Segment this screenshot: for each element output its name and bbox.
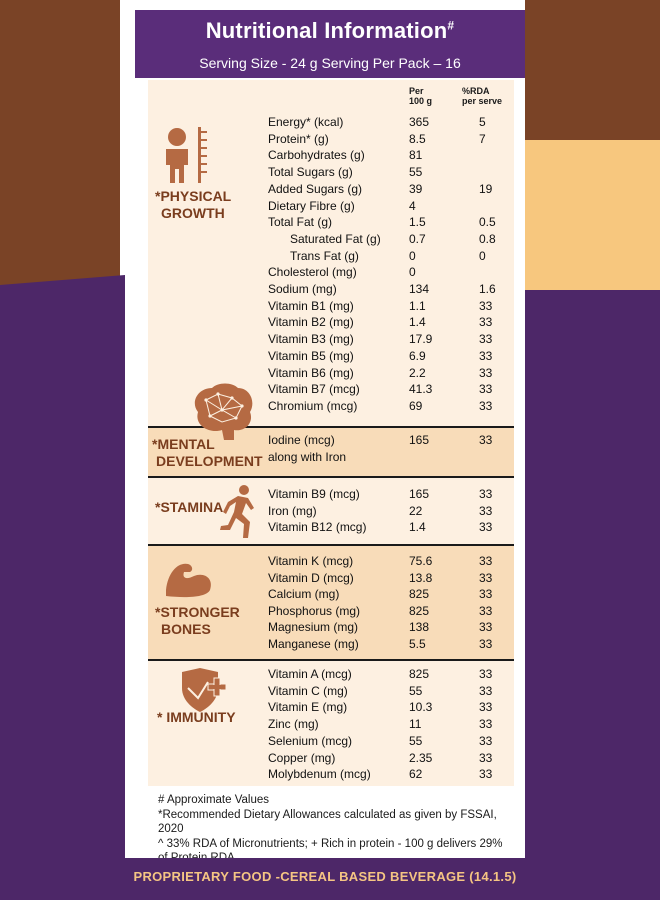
nutrient-name: Carbohydrates (g) xyxy=(268,148,365,163)
nutrient-name: Vitamin B1 (mg) xyxy=(268,298,354,313)
nutrient-row xyxy=(0,733,660,749)
rda-value: 33 xyxy=(479,520,493,534)
category-label-line: *MENTAL xyxy=(152,436,215,452)
rda-value: 33 xyxy=(479,332,493,347)
nutrient-name: Cholesterol (mg) xyxy=(268,265,357,280)
nutrient-name: Iron (mg) xyxy=(268,504,317,518)
nutrient-name: Phosphorus (mg) xyxy=(268,603,361,618)
rda-value: 33 xyxy=(479,603,493,618)
nutrient-name: Magnesium (mg) xyxy=(268,620,359,635)
nutrient-name: Vitamin B5 (mg) xyxy=(268,348,354,363)
nutrient-name: Protein* (g) xyxy=(268,131,329,146)
per-100g-value: 365 xyxy=(409,115,430,129)
rda-value: 33 xyxy=(479,587,493,602)
rda-value: 33 xyxy=(479,767,493,782)
category-label-line: BONES xyxy=(161,621,211,637)
nutrient-name: Vitamin E (mg) xyxy=(268,700,348,715)
nutrient-name: Vitamin K (mcg) xyxy=(268,554,354,568)
nutrient-row xyxy=(0,198,660,214)
rda-value: 5 xyxy=(479,115,486,129)
nutrient-name: Total Sugars (g) xyxy=(268,165,353,180)
per-100g-value: 0.7 xyxy=(409,231,426,246)
per-100g-value: 5.5 xyxy=(409,637,426,651)
per-100g-value: 8.5 xyxy=(409,131,426,146)
nutrient-row xyxy=(0,398,660,414)
nutrient-name: Energy* (kcal) xyxy=(268,115,344,129)
nutrient-name: Vitamin C (mg) xyxy=(268,683,348,698)
rda-value: 33 xyxy=(479,298,493,313)
nutrient-row xyxy=(0,264,660,280)
rda-value: 33 xyxy=(479,348,493,363)
rda-value: 33 xyxy=(479,667,493,681)
rda-value: 33 xyxy=(479,717,493,732)
per-100g-value: 1.4 xyxy=(409,315,426,330)
nutrient-name: Vitamin B3 (mg) xyxy=(268,332,354,347)
nutrient-name: Vitamin B9 (mcg) xyxy=(268,487,360,501)
rda-value: 33 xyxy=(479,750,493,765)
nutrient-row xyxy=(0,164,660,180)
nutrient-row xyxy=(0,298,660,314)
nutrient-name: Saturated Fat (g) xyxy=(290,231,381,246)
per-100g-value: 55 xyxy=(409,683,423,698)
nutrient-name: Copper (mg) xyxy=(268,750,336,765)
per-100g-value: 0 xyxy=(409,265,416,280)
nutrient-name: Vitamin A (mcg) xyxy=(268,667,352,681)
nutrient-name: Iodine (mcg) xyxy=(268,433,335,447)
serving-line: Serving Size - 24 g Serving Per Pack – 16 xyxy=(199,55,461,71)
nutrient-row xyxy=(0,231,660,247)
per-100g-value: 4 xyxy=(409,198,416,213)
rda-value: 7 xyxy=(479,131,486,146)
nutrient-row xyxy=(0,181,660,197)
footer-text: PROPRIETARY FOOD -CEREAL BASED BEVERAGE (14.1.5) xyxy=(133,869,517,884)
column-header-rda xyxy=(462,86,502,106)
rda-value: 33 xyxy=(479,733,493,748)
rda-value: 33 xyxy=(479,398,493,413)
rda-value: 33 xyxy=(479,365,493,380)
per-100g-value: 1.4 xyxy=(409,520,426,534)
nutrient-row xyxy=(0,432,660,448)
nutrient-row xyxy=(0,486,660,502)
nutrient-row xyxy=(0,214,660,230)
rda-value: 33 xyxy=(479,700,493,715)
nutrient-row xyxy=(0,281,660,297)
category-label-line: *STRONGER xyxy=(155,604,240,620)
nutrient-row xyxy=(0,131,660,147)
nutrient-row xyxy=(0,666,660,682)
rda-value: 33 xyxy=(479,382,493,397)
nutrient-row xyxy=(0,503,660,519)
nutrient-name: Trans Fat (g) xyxy=(290,248,359,263)
nutrient-row xyxy=(0,716,660,732)
nutrient-name: Selenium (mcg) xyxy=(268,733,353,748)
nutrient-name: Vitamin B2 (mg) xyxy=(268,315,354,330)
per-100g-value: 55 xyxy=(409,733,423,748)
nutrient-name: Vitamin B7 (mcg) xyxy=(268,382,360,397)
per-100g-value: 2.35 xyxy=(409,750,433,765)
nutrient-row xyxy=(0,147,660,163)
per-100g-value: 11 xyxy=(409,717,422,732)
per-100g-value: 825 xyxy=(409,603,430,618)
per-100g-value: 17.9 xyxy=(409,332,433,347)
rda-value: 33 xyxy=(479,433,493,447)
nutrient-name: Calcium (mg) xyxy=(268,587,340,602)
rda-value: 0 xyxy=(479,248,486,263)
per-100g-value: 1.1 xyxy=(409,298,426,313)
nutrient-row xyxy=(0,750,660,766)
category-label-line: DEVELOPMENT xyxy=(156,453,263,469)
rda-value: 33 xyxy=(479,554,493,568)
nutrient-row xyxy=(0,381,660,397)
nutrient-name: Molybdenum (mcg) xyxy=(268,767,371,782)
per-100g-value: 55 xyxy=(409,165,423,180)
page-title xyxy=(135,18,525,44)
category-label-line: GROWTH xyxy=(161,205,225,221)
nutrient-row xyxy=(0,314,660,330)
title-mark: # xyxy=(447,18,455,33)
nutrient-row xyxy=(0,348,660,364)
footnote: *Recommended Dietary Allowances calculated as given by FSSAI, 2020 xyxy=(158,808,497,835)
nutrient-name: Sodium (mg) xyxy=(268,282,337,296)
per-100g-value: 825 xyxy=(409,587,430,602)
nutrient-name: Vitamin B12 (mcg) xyxy=(268,520,367,534)
per-100g-value: 62 xyxy=(409,767,423,782)
rda-value: 0.8 xyxy=(479,231,496,246)
category-label-line: *STAMINA xyxy=(155,499,224,515)
column-header-per100 xyxy=(409,86,432,106)
per-100g-value: 0 xyxy=(409,248,416,263)
rda-value: 19 xyxy=(479,181,493,196)
nutrient-row xyxy=(0,519,660,535)
per-100g-value: 81 xyxy=(409,148,423,163)
per-100g-value: 13.8 xyxy=(409,570,433,585)
nutrient-row xyxy=(0,331,660,347)
nutrient-row xyxy=(0,248,660,264)
per-100g-value: 75.6 xyxy=(409,554,433,568)
nutrient-name: along with Iron xyxy=(268,450,347,464)
column-header-per100-line1: Per xyxy=(409,86,424,96)
nutrient-row xyxy=(0,766,660,782)
nutrient-row xyxy=(0,619,660,635)
nutrient-row xyxy=(0,570,660,586)
nutrient-name: Dietary Fibre (g) xyxy=(268,198,355,213)
section-divider xyxy=(148,544,514,546)
per-100g-value: 2.2 xyxy=(409,365,426,380)
nutrient-row xyxy=(0,365,660,381)
per-100g-value: 10.3 xyxy=(409,700,433,715)
nutrient-name: Vitamin D (mcg) xyxy=(268,570,354,585)
nutrient-row xyxy=(0,699,660,715)
rda-value: 33 xyxy=(479,637,493,651)
nutrient-row xyxy=(0,683,660,699)
title-text: Nutritional Information xyxy=(205,18,448,43)
per-100g-value: 165 xyxy=(409,487,430,501)
nutrient-name: Total Fat (g) xyxy=(268,215,333,230)
nutrient-row xyxy=(0,114,660,130)
rda-value: 33 xyxy=(479,315,493,330)
footnotes xyxy=(158,793,518,866)
nutrient-row xyxy=(0,636,660,652)
rda-value: 0.5 xyxy=(479,215,496,230)
nutrient-row xyxy=(0,553,660,569)
footnote: ^ 33% RDA of Micronutrients; + Rich in protein - 100 g delivers 29% xyxy=(158,837,503,850)
per-100g-value: 825 xyxy=(409,667,430,681)
per-100g-value: 1.5 xyxy=(409,215,426,230)
rda-value: 33 xyxy=(479,504,493,518)
nutrient-name: Added Sugars (g) xyxy=(268,181,363,196)
per-100g-value: 22 xyxy=(409,504,423,518)
rda-value: 1.6 xyxy=(479,282,496,296)
nutrient-name: Chromium (mcg) xyxy=(268,398,358,413)
footnote: # Approximate Values xyxy=(158,794,270,806)
rda-value: 33 xyxy=(479,487,493,501)
section-divider xyxy=(148,476,514,478)
per-100g-value: 138 xyxy=(409,620,430,635)
nutrient-name: Zinc (mg) xyxy=(268,717,319,732)
column-header-rda-line1: %RDA xyxy=(462,86,490,96)
nutrient-row xyxy=(0,449,660,465)
per-100g-value: 165 xyxy=(409,433,430,447)
nutrient-name: Manganese (mg) xyxy=(268,637,359,651)
section-divider xyxy=(148,659,514,661)
nutrient-row xyxy=(0,586,660,602)
nutrient-row xyxy=(0,603,660,619)
rda-value: 33 xyxy=(479,683,493,698)
per-100g-value: 6.9 xyxy=(409,348,426,363)
column-header-rda-line2: per serve xyxy=(462,96,503,106)
category-label-line: *PHYSICAL xyxy=(155,188,232,204)
rda-value: 33 xyxy=(479,570,493,585)
per-100g-value: 41.3 xyxy=(409,382,433,397)
per-100g-value: 39 xyxy=(409,181,423,196)
per-100g-value: 134 xyxy=(409,282,430,296)
rda-value: 33 xyxy=(479,620,493,635)
column-header-per100-line2: 100 g xyxy=(409,96,433,106)
nutrient-name: Vitamin B6 (mg) xyxy=(268,365,354,380)
per-100g-value: 69 xyxy=(409,398,423,413)
category-label-line: * IMMUNITY xyxy=(157,709,236,725)
